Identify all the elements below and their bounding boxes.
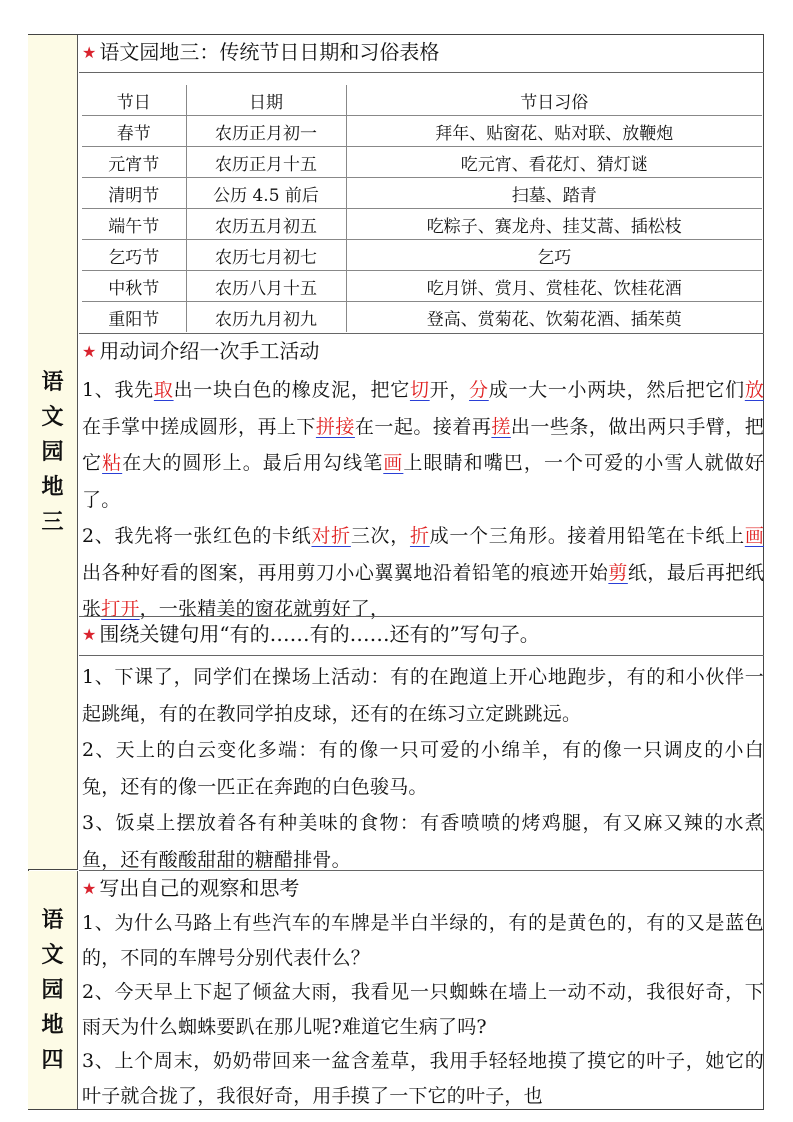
table-row [82,116,762,147]
table-row [82,271,762,302]
observe-item-2: 2、今天早上下起了倾盆大雨，我看见一只蜘蛛在墙上一动不动，我很好奇，下雨天为什么蜘蛛要趴在那儿呢?难道它生病了吗? [82,981,764,1038]
verb-keyword: 切 [409,379,430,401]
text-run: 出一块白色的橡皮泥，把它 [173,379,410,401]
side-label-unit3-text: 语文园地三 [41,368,64,535]
text-run: 1、我先 [82,379,154,401]
table-cell: 元宵节 [82,147,186,178]
table-cell: 农历七月初七 [186,240,346,271]
verb-keyword: 对折 [311,525,351,547]
verb-keyword: 搓 [491,415,511,438]
table-header-cell: 日期 [186,85,346,116]
table-row [82,240,762,271]
table-cell: 端午节 [82,209,186,240]
text-run: 在大的圆形上。最后用勾线笔 [122,452,384,474]
table-cell: 吃粽子、赛龙舟、挂艾蒿、插松枝 [346,209,762,240]
verb-keyword: 粘 [102,452,123,474]
festival-table-header [82,85,762,116]
observe-section-title-text: 写出自己的观察和思考 [99,876,300,900]
table-cell: 乞巧节 [82,240,186,271]
verb-keyword: 拼接 [315,415,355,438]
table-cell: 吃月饼、赏月、赏桂花、饮桂花酒 [346,271,762,302]
verb-keyword: 折 [409,525,430,547]
festival-section-title [82,38,439,68]
verb-keyword: 打开 [101,598,140,620]
sentence-section-title-text: 围绕关键句用“有的……有的……还有的”写句子。 [99,622,540,646]
observe-item-3: 3、上个周末，奶奶带回来一盆含羞草，我用手轻轻地摸了摸它的叶子，她它的叶子就合拢了，我很好奇，用手摸了一下它的叶子，也 [82,1050,764,1107]
text-run: 出一些条，做出两只手臂，把它 [82,415,764,474]
table-cell: 春节 [82,116,186,147]
star-icon: ★ [82,625,97,644]
observe-section-title [82,874,299,904]
text-run: 上眼睛和嘴巴，一个可爱的小雪人就做好了。 [82,452,765,511]
festival-section-title-text: 语文园地三：传统节日日期和习俗表格 [99,40,440,64]
table-row [82,302,762,333]
verbs-paragraph-2 [82,518,764,628]
table-cell: 农历五月初五 [186,209,346,240]
verb-keyword: 分 [469,379,489,401]
divider [79,616,764,617]
table-row [82,178,762,209]
side-label-unit4-text: 语文园地四 [41,906,64,1073]
table-cell: 乞巧 [346,240,762,271]
text-run: 纸，最后再把纸张 [82,561,765,620]
table-cell: 农历九月初九 [186,302,346,333]
text-run: 开， [429,379,470,401]
verb-keyword: 画 [383,452,404,474]
table-cell: 农历正月初一 [186,116,346,147]
text-run: ，一张精美的窗花就剪好了， [139,598,390,620]
text-run: 成一大一小两块，然后把它们 [488,379,745,401]
table-header-cell: 节日 [82,85,186,116]
festival-table [82,85,762,332]
table-cell: 公历 4.5 前后 [186,178,346,209]
text-run: 在一起。接着再 [354,415,492,438]
verbs-paragraphs [82,372,764,628]
star-icon: ★ [82,342,97,361]
verb-keyword: 画 [744,525,765,547]
divider [79,72,764,73]
verbs-section-title-text: 用动词介绍一次手工活动 [99,339,320,363]
text-run: 出各种好看的图案，再用剪刀小心翼翼地沿着铅笔的痕迹开始 [82,561,609,584]
sentence-section-title [82,620,540,650]
verb-keyword: 剪 [608,561,628,584]
table-header-cell: 节日习俗 [346,85,762,116]
side-label-unit4 [28,871,78,1109]
side-label-unit3 [28,35,78,870]
text-run: 三次， [350,525,410,547]
festival-table-body [82,116,762,333]
table-cell: 重阳节 [108,309,160,330]
sentence-items [82,659,764,878]
table-cell: 吃元宵、看花灯、猜灯谜 [346,147,762,178]
verbs-paragraph-1 [82,372,764,518]
table-cell: 农历正月十五 [186,147,346,178]
table-row [82,147,762,178]
divider [79,655,764,656]
table-cell: 登高、赏菊花、饮菊花酒、插茱萸 [346,302,762,333]
verb-keyword: 取 [153,379,174,401]
star-icon: ★ [82,43,97,62]
text-run: 成一个三角形。接着用铅笔在卡纸上 [429,525,745,547]
table-cell: 清明节 [82,178,186,209]
divider [79,870,764,871]
star-icon: ★ [82,879,97,898]
sentence-item-2: 2、天上的白云变化多端：有的像一只可爱的小绵羊，有的像一只调皮的小白兔，还有的像一匹正在奔跑的白色骏马。 [82,739,764,798]
table-cell: 拜年、贴窗花、贴对联、放鞭炮 [346,116,762,147]
sentence-item-1: 1、下课了，同学们在操场上活动：有的在跑道上开心地跑步，有的和小伙伴一起跳绳，有的在教同学拍皮球，还有的在练习立定跳跳远。 [82,666,764,725]
table-row [82,209,762,240]
sentence-item-3: 3、饭桌上摆放着各有种美味的食物：有香喷喷的烤鸡腿，有又麻又辣的水煮鱼，还有酸酸甜甜的糖醋排骨。 [82,812,764,871]
text-run: 在手掌中搓成圆形，再上下 [82,415,316,438]
observe-items [82,906,764,1113]
observe-item-1: 1、为什么马路上有些汽车的车牌是半白半绿的，有的是黄色的，有的又是蓝色的，不同的车牌号分别代表什么？ [82,912,764,969]
text-run: 2、我先将一张红色的卡纸 [82,525,312,547]
table-cell: 扫墓、踏青 [346,178,762,209]
divider [79,333,764,334]
table-cell: 中秋节 [82,271,186,302]
table-cell: 农历八月十五 [186,271,346,302]
verb-keyword: 放 [744,379,765,401]
verbs-section-title [82,337,319,367]
